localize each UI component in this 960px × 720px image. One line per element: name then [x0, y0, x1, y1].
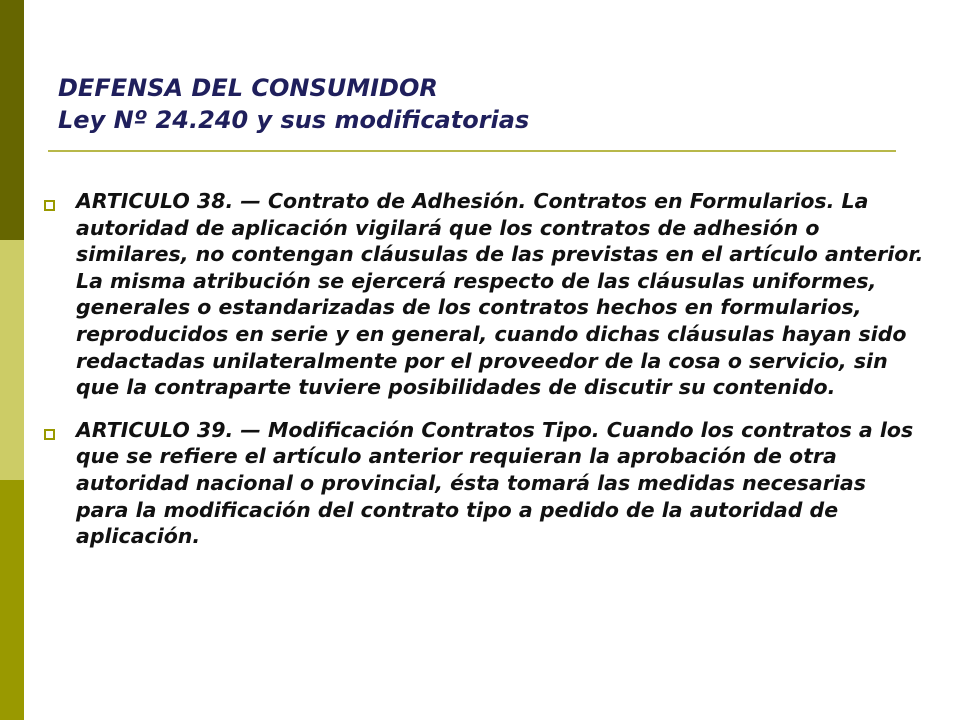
slide-title	[58, 72, 529, 136]
sidebar-stripe-dark	[0, 0, 24, 240]
bullet-item-article-39	[44, 417, 924, 550]
bullet-list	[44, 188, 924, 566]
square-bullet-icon	[44, 200, 55, 211]
bullet-text-article-38: ARTICULO 38. — Contrato de Adhesión. Contratos en Formularios. La autoridad de aplicación vigilará que los contratos de adhesión o similares, no contengan cláusulas de las previstas en el artículo anterior. La misma atribución se ejercerá respecto de las cláusulas uniformes, generales o estandarizadas de los contratos hechos en formularios, reproducidos en serie y en general, cuando dichas cláusulas hayan sido redactadas unilateralmente por el proveedor de la cosa o servicio, sin que la contraparte tuviere posibilidades de discutir su contenido.	[76, 189, 924, 400]
slide-title-line-1: DEFENSA DEL CONSUMIDOR	[58, 74, 438, 102]
sidebar-stripe-light	[0, 240, 24, 480]
square-bullet-icon	[44, 429, 55, 440]
title-divider	[48, 150, 896, 152]
bullet-text-article-39: ARTICULO 39. — Modificación Contratos Tipo. Cuando los contratos a los que se refiere el artículo anterior requieran la aprobación de otra autoridad nacional o provincial, ésta tomará las medidas necesarias para la modificación del contrato tipo a pedido de la autoridad de aplicación.	[76, 417, 914, 549]
sidebar-stripe-olive	[0, 480, 24, 720]
bullet-item-article-38	[44, 188, 924, 401]
slide-title-line-2: Ley Nº 24.240 y sus modificatorias	[58, 106, 530, 134]
